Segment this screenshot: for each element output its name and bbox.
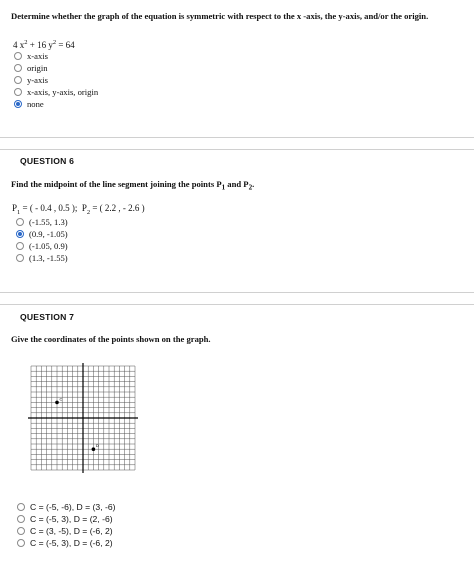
divider — [0, 149, 474, 150]
q7-options — [17, 501, 115, 549]
radio-button[interactable] — [16, 218, 24, 226]
q6-title: QUESTION 6 — [20, 156, 75, 166]
q6-options — [16, 216, 68, 264]
q5-option-4[interactable]: none — [14, 98, 98, 110]
point-c — [55, 401, 59, 405]
divider — [0, 292, 474, 293]
point-d — [92, 447, 96, 451]
q5-options — [14, 50, 98, 110]
radio-button[interactable] — [14, 88, 22, 96]
radio-button[interactable] — [17, 539, 25, 547]
q5-option-1[interactable]: origin — [14, 62, 98, 74]
q7-option-1[interactable]: C = (-5, 3), D = (2, -6) — [17, 513, 115, 525]
radio-button-selected[interactable] — [14, 100, 22, 108]
q5-option-2[interactable]: y-axis — [14, 74, 98, 86]
radio-button[interactable] — [14, 64, 22, 72]
q7-title: QUESTION 7 — [20, 312, 75, 322]
radio-button[interactable] — [17, 503, 25, 511]
q6-option-1[interactable]: (0.9, -1.05) — [16, 228, 68, 240]
q6-option-0[interactable]: (-1.55, 1.3) — [16, 216, 68, 228]
radio-button[interactable] — [17, 515, 25, 523]
q5-option-3[interactable]: x-axis, y-axis, origin — [14, 86, 98, 98]
q5-equation: 4 $x^2 + 16$ $y^2 = 64$ — [13, 39, 75, 50]
q6-points: $P_1$ = ( - 0.4 , 0.5 ); $P_2$ = ( 2.2 , - 2.6 ) — [12, 203, 145, 216]
point-label: D — [95, 443, 99, 449]
q7-option-2[interactable]: C = (3, -5), D = (-6, 2) — [17, 525, 115, 537]
q5-option-0[interactable]: x-axis — [14, 50, 98, 62]
point-label: C — [59, 396, 63, 402]
q7-prompt: Give the coordinates of the points shown on the graph. — [11, 334, 211, 344]
q6-prompt: Find the midpoint of the line segment joining the points $P_1$ and $P_2$. — [11, 179, 255, 192]
radio-button-selected[interactable] — [16, 230, 24, 238]
radio-button[interactable] — [14, 76, 22, 84]
q7-option-3[interactable]: C = (-5, 3), D = (-6, 2) — [17, 537, 115, 549]
q6-option-3[interactable]: (1.3, -1.55) — [16, 252, 68, 264]
coordinate-graph — [25, 358, 141, 482]
plotted-points — [55, 396, 99, 451]
radio-button[interactable] — [16, 242, 24, 250]
radio-button[interactable] — [16, 254, 24, 262]
divider — [0, 304, 474, 305]
axes — [28, 363, 138, 473]
divider — [0, 137, 474, 138]
radio-button[interactable] — [17, 527, 25, 535]
q6-option-2[interactable]: (-1.05, 0.9) — [16, 240, 68, 252]
q5-prompt: Determine whether the graph of the equation is symmetric with respect to the x -axis, the y-axis, and/or the origin. — [11, 11, 429, 21]
q7-option-0[interactable]: C = (-5, -6), D = (3, -6) — [17, 501, 115, 513]
radio-button[interactable] — [14, 52, 22, 60]
